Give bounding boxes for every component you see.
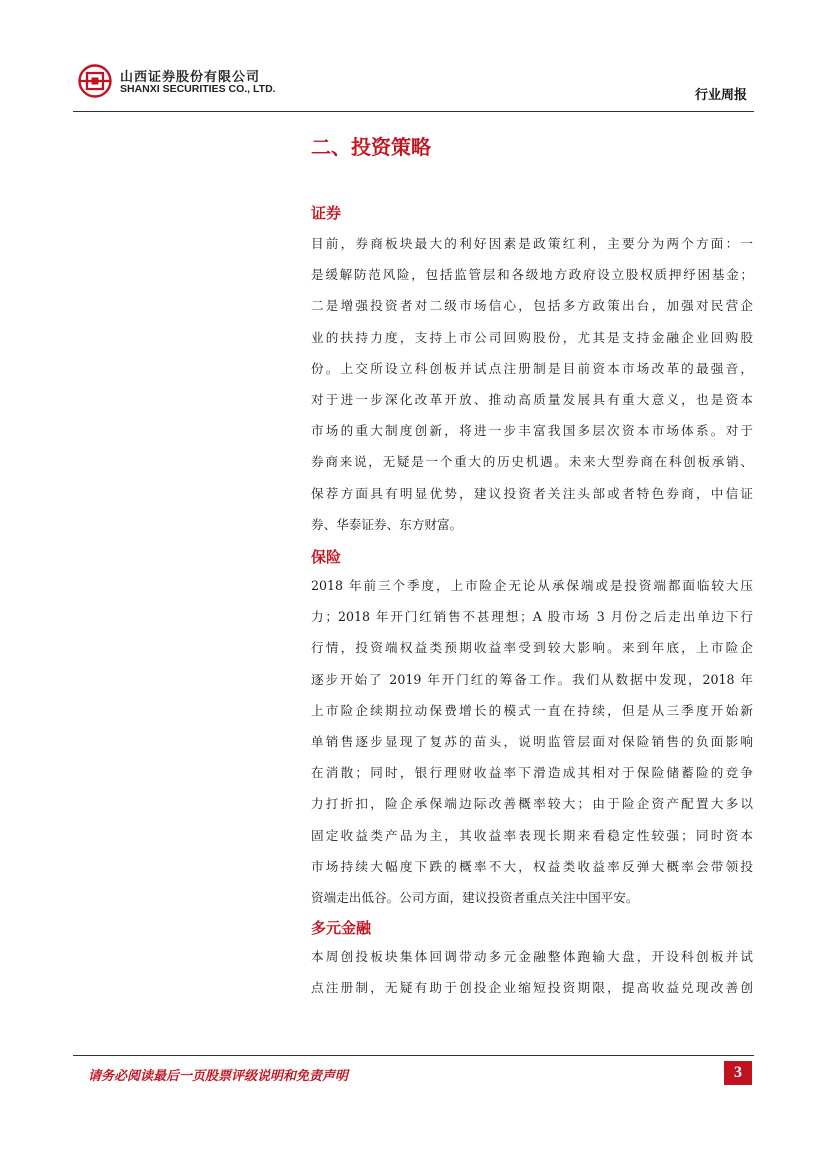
subsection-title-securities: 证券	[311, 204, 342, 222]
text-line: 固定收益类产品为主，其收益率表现长期来看稳定性较强；同时资本	[311, 827, 753, 843]
page-number: 3	[724, 1061, 752, 1085]
text-line: 在消散；同时，银行理财收益率下滑造成其相对于保险储蓄险的竞争	[311, 765, 753, 781]
text-line: 力打折扣，险企承保端边际改善概率较大；由于险企资产配置大多以	[311, 796, 753, 812]
text-line: 保荐方面具有明显优势，建议投资者关注头部或者特色券商，中信证	[311, 485, 753, 501]
text-line: 2018 年前三个季度，上市险企无论从承保端或是投资端都面临较大压	[311, 578, 753, 594]
text-line: 上市险企续期拉动保费增长的模式一直在持续，但是从三季度开始新	[311, 702, 753, 718]
text-line: 点注册制，无疑有助于创投企业缩短投资期限，提高收益兑现改善创	[311, 980, 753, 996]
company-name-en: SHANXI SECURITIES CO., LTD.	[120, 83, 276, 95]
text-line: 逐步开始了 2019 年开门红的筹备工作。我们从数据中发现，2018 年	[311, 671, 753, 687]
text-line: 目前，券商板块最大的利好因素是政策红利，主要分为两个方面：一	[311, 236, 753, 251]
footer-divider	[73, 1055, 754, 1056]
text-line: 资端走出低谷。公司方面，建议投资者重点关注中国平安。	[311, 890, 639, 906]
main-content	[311, 120, 753, 1004]
paragraph-insurance	[311, 570, 753, 913]
subsection-title-insurance: 保险	[311, 548, 342, 567]
text-line: 力；2018 年开门红销售不甚理想；A 股市场 3 月份之后走出单边下行	[311, 609, 753, 625]
text-line: 单销售逐步显现了复苏的苗头，说明监管层面对保险销售的负面影响	[311, 734, 753, 750]
text-line: 券商来说，无疑是一个重大的历史机遇。未来大型券商在科创板承销、	[311, 454, 753, 470]
paragraph-securities	[311, 228, 753, 540]
text-line: 对于进一步深化改革开放、推动高质量发展具有重大意义，也是资本	[311, 392, 753, 408]
header-divider	[73, 111, 754, 112]
subsection-title-diversified-finance: 多元金融	[311, 919, 372, 938]
text-line: 市场持续大幅度下跌的概率不大，权益类收益率反弹大概率会带领投	[311, 858, 753, 874]
text-line: 份。上交所设立科创板并试点注册制是目前资本市场改革的最强音，	[311, 360, 753, 376]
shanxi-securities-logo-icon	[78, 64, 112, 98]
text-line: 行情，投资端权益类预期收益率受到较大影响。来到年底，上市险企	[311, 640, 753, 656]
text-line: 二是增强投资者对二级市场信心，包括多方政策出台，加强对民营企	[311, 298, 753, 314]
paragraph-diversified-finance	[311, 941, 753, 1003]
text-line: 业的扶持力度，支持上市公司回购股份，尤其是支持金融企业回购股	[311, 329, 753, 345]
text-line: 是缓解防范风险，包括监管层和各级地方政府设立股权质押纾困基金；	[311, 267, 753, 283]
text-line: 本周创投板块集体回调带动多元金融整体跑输大盘，开设科创板并试	[311, 949, 753, 965]
section-title: 二、投资策略	[311, 135, 431, 159]
disclaimer-text: 请务必阅读最后一页股票评级说明和免责声明	[88, 1069, 349, 1084]
page-header	[0, 0, 827, 120]
company-name-cn: 山西证券股份有限公司	[120, 70, 261, 85]
text-line: 券、华泰证券、东方财富。	[311, 516, 463, 532]
text-line: 市场的重大制度创新，将进一步丰富我国多层次资本市场体系。对于	[311, 423, 753, 439]
report-type-label: 行业周报	[694, 88, 747, 103]
